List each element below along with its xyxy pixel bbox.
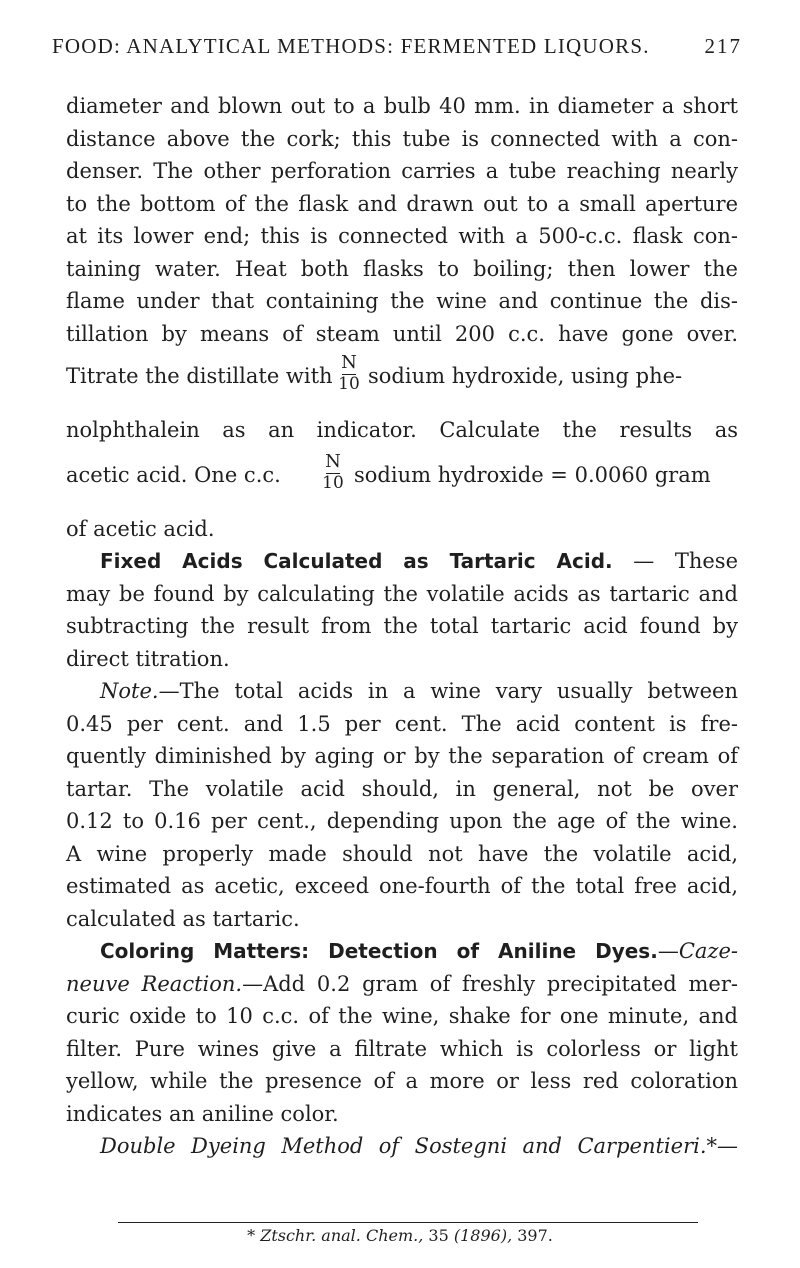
body-line: indicates an aniline color. [66, 1101, 339, 1126]
coloring-heading: Coloring Matters: Detection of Aniline Dyes. [100, 939, 658, 963]
body-text [66, 90, 738, 1163]
note-label: Note. [100, 679, 159, 703]
footnote-page: 397. [517, 1226, 553, 1245]
fraction-n-over-10 [338, 354, 360, 393]
fixed-acids-line [66, 545, 738, 578]
coloring-line [66, 935, 738, 968]
fraction-numerator: N [325, 450, 341, 472]
body-line: direct titration. [66, 646, 230, 671]
body-line: yellow, while the presence of a more or less red coloration [66, 1069, 738, 1093]
body-line: 0.12 to 0.16 per cent., depending upon the age of the wine. [66, 809, 738, 833]
acetic-line [66, 447, 738, 493]
titrate-line [66, 350, 738, 394]
body-line: at its lower end; this is connected with a 500-c.c. flask con- [66, 224, 738, 248]
body-line: —Add 0.2 gram of freshly precipitated mer- [242, 971, 738, 996]
body-line: — These [633, 549, 738, 573]
fraction-denominator: 10 [338, 374, 360, 394]
acetic-after: sodium hydroxide = 0.0060 gram [354, 462, 711, 487]
fraction-n-over-10 [322, 450, 344, 493]
body-line: flame under that containing the wine and continue the dis- [66, 289, 738, 313]
body-line: distance above the cork; this tube is connected with a con- [66, 126, 738, 151]
body-line: A wine properly made should not have the volatile acid, [66, 841, 738, 866]
body-line: tartar. The volatile acid should, in general, not be over [66, 776, 738, 801]
body-line: tillation by means of steam until 200 c.c. have gone over. [66, 321, 738, 346]
page-number: 217 [704, 34, 742, 58]
fraction-numerator: N [341, 352, 357, 373]
body-line: estimated as acetic, exceed one-fourth of the total free acid, [66, 874, 738, 898]
footnote-journal: * Ztschr. anal. Chem., [247, 1226, 424, 1245]
footnote-year: (1896), [453, 1226, 513, 1245]
running-title: FOOD: ANALYTICAL METHODS: FERMENTED LIQUORS. [52, 34, 650, 58]
dash: — [657, 939, 679, 963]
footnote-volume: 35 [428, 1226, 449, 1245]
body-line: filter. Pure wines give a filtrate which is colorless or light [66, 1036, 738, 1061]
note-line [66, 675, 738, 708]
body-line: nolphthalein as an indicator. Calculate the results as [66, 418, 738, 442]
footnote [0, 1226, 800, 1245]
body-line: subtracting the result from the total tartaric acid found by [66, 614, 738, 638]
body-line: curic oxide to 10 c.c. of the wine, shake for one minute, and [66, 1004, 738, 1028]
fixed-acids-heading: Fixed Acids Calculated as Tartaric Acid. [100, 549, 613, 573]
titrate-before: Titrate the distillate with [66, 364, 333, 388]
body-line: diameter and blown out to a bulb 40 mm. in diameter a short [66, 94, 738, 118]
body-line: 0.45 per cent. and 1.5 per cent. The acid content is fre- [66, 711, 738, 736]
body-line: taining water. Heat both flasks to boiling; then lower the [66, 256, 738, 281]
footnote-rule [118, 1222, 698, 1223]
body-line: quently diminished by aging or by the separation of cream of [66, 744, 738, 768]
double-dyeing-line: Double Dyeing Method of Sostegni and Carpentieri.*— [100, 1134, 738, 1158]
body-line: of acetic acid. [66, 516, 215, 541]
cazeneuve-line [66, 968, 738, 1001]
fraction-denominator: 10 [322, 472, 344, 493]
cazeneuve-label-1: Caze- [678, 939, 738, 963]
titrate-after: sodium hydroxide, using phe- [368, 364, 683, 388]
body-line: calculated as tartaric. [66, 906, 300, 931]
body-line: denser. The other perforation carries a tube reaching nearly [66, 159, 738, 183]
cazeneuve-label-2: neuve Reaction. [66, 971, 243, 996]
body-line: to the bottom of the flask and drawn out to a small aperture [66, 191, 738, 216]
body-line: may be found by calculating the volatile acids as tartaric and [66, 581, 738, 606]
running-head [52, 34, 742, 59]
body-line: —The total acids in a wine vary usually between [158, 679, 738, 703]
acetic-before: acetic acid. One c.c. [66, 462, 281, 487]
